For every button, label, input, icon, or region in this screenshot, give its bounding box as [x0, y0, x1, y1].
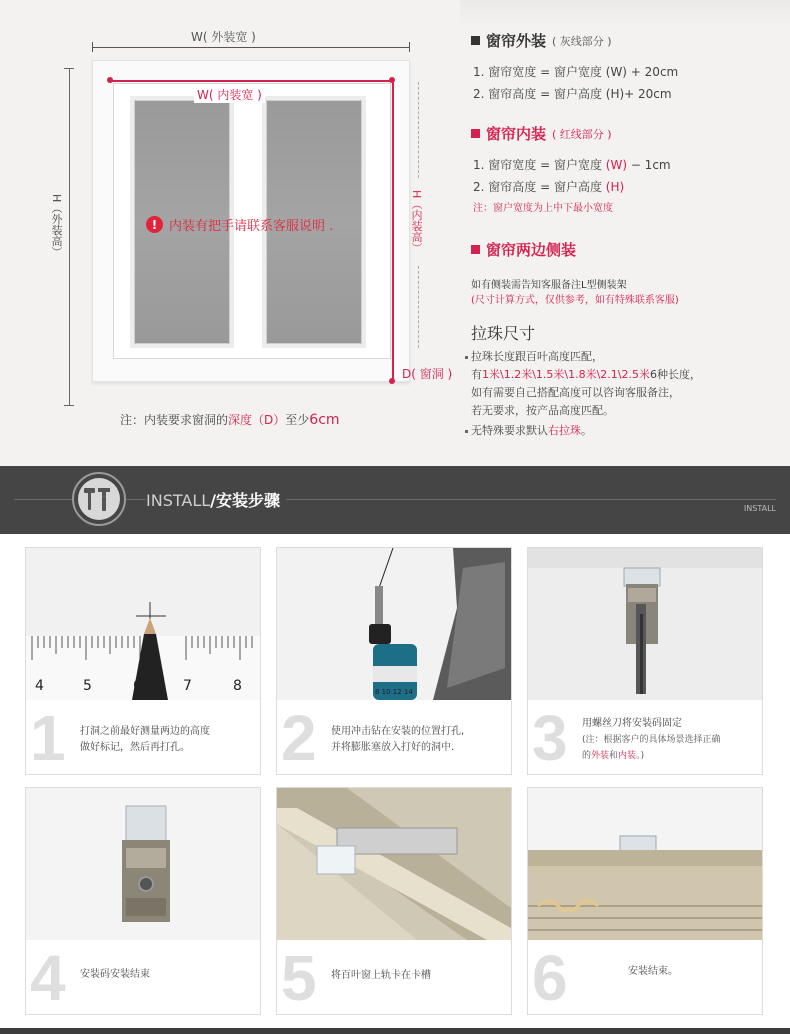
outer-width-line	[92, 47, 410, 48]
size-guide-section	[0, 0, 790, 466]
step-number: 4	[30, 942, 66, 1014]
side-install-title: 窗帘两边侧装	[471, 239, 576, 260]
install-steps-header	[0, 466, 790, 534]
step-number: 1	[30, 702, 66, 774]
square-icon	[471, 245, 480, 254]
step-card-6	[527, 787, 763, 1015]
square-icon	[471, 36, 480, 45]
step-card-4	[25, 787, 261, 1015]
handle-warning	[146, 215, 333, 234]
inner-width-label: W( 内装宽 )	[194, 86, 265, 103]
install-steps-title: INSTALL/安装步骤	[146, 488, 286, 511]
outer-height-label: H（外装高）	[50, 190, 62, 261]
step-photo-rail	[277, 788, 511, 940]
inner-width-line	[110, 80, 392, 82]
install-steps-tag: INSTALL	[743, 504, 776, 513]
step-number: 5	[281, 942, 317, 1014]
depth-label: D( 窗洞 )	[402, 367, 453, 381]
bottom-bar	[0, 1028, 790, 1034]
warning-icon: !	[146, 216, 163, 233]
inner-install-title: 窗帘内装 ( 红线部分 )	[471, 123, 612, 144]
inner-height-line	[392, 80, 394, 382]
ruler-tick-label: 6	[133, 678, 142, 694]
step-card-3	[527, 547, 763, 775]
tools-icon	[72, 472, 126, 526]
step-photo-screwdriver	[528, 548, 762, 700]
step-card-5	[276, 787, 512, 1015]
step-caption: 安装结束。	[628, 966, 678, 977]
side-install-note: 如有侧装需告知客服备注L型侧装架	[471, 280, 627, 291]
step-caption: 将百叶窗上轨卡在卡槽	[331, 970, 431, 981]
step-photo-bracket	[26, 788, 260, 940]
bullet-icon	[465, 356, 468, 359]
outer-width-formula: 1. 窗帘宽度 = 窗户宽度 (W) + 20cm	[473, 65, 679, 79]
bead-chain-title: 拉珠尺寸	[471, 324, 536, 343]
outer-height-line	[69, 68, 70, 406]
step-caption: 用螺丝刀将安装码固定 (注：根据客户的具体场景选择正确 的外装和内装。)	[582, 718, 721, 761]
side-install-disclaimer: (尺寸计算方式，仅供参考，如有特殊联系客服)	[471, 295, 679, 306]
inner-height-label: H（内装高）	[410, 190, 423, 254]
depth-note: 注：内装要求窗洞的深度（D）至少6cm	[120, 412, 340, 428]
step-photo-drill	[277, 548, 511, 700]
ruler-tick-label: 7	[183, 678, 192, 694]
step-photo-ruler	[26, 548, 260, 700]
inner-width-note: 注：窗户宽度为上中下最小宽度	[473, 203, 613, 214]
square-icon	[471, 129, 480, 138]
drill-scale: 8 10 12 14	[375, 688, 413, 696]
handle-warning-text: 内装有把手请联系客服说明 .	[169, 219, 334, 234]
step-photo-finished	[528, 788, 762, 940]
step-number: 2	[281, 702, 317, 774]
step-caption: 使用冲击钻在安装的位置打孔, 并将膨胀塞放入打好的洞中.	[331, 726, 465, 753]
step-caption: 安装码安装结束	[80, 969, 150, 980]
ruler-tick-label: 5	[83, 678, 92, 694]
bullet-icon	[465, 430, 468, 433]
outer-width-label: W( 外装宽 )	[191, 30, 256, 44]
step-card-1	[25, 547, 261, 775]
bead-chain-description: 拉珠长度跟百叶高度匹配， 有1米\1.2米\1.5米\1.8米\2.1\2.5米6种长度， 如有需要自己搭配高度可以咨询客服备注， 若无要求，按产品高度匹配。	[465, 348, 701, 420]
outer-install-title: 窗帘外装 ( 灰线部分 )	[471, 30, 612, 51]
inner-height-formula: 2. 窗帘高度 = 窗户高度 (H)	[473, 180, 625, 194]
inner-width-formula: 1. 窗帘宽度 = 窗户宽度 (W) − 1cm	[473, 158, 671, 172]
step-caption: 打洞之前最好测量两边的高度 做好标记，然后再打孔。	[80, 726, 210, 753]
ruler-tick-label: 8	[233, 678, 242, 694]
step-number: 6	[532, 942, 568, 1014]
step-number: 3	[532, 702, 568, 774]
outer-height-formula: 2. 窗帘高度 = 窗户高度 (H)+ 20cm	[473, 87, 672, 101]
step-card-2	[276, 547, 512, 775]
bead-chain-default: 无特殊要求默认右拉珠。	[465, 422, 592, 440]
ruler-tick-label: 4	[35, 678, 44, 694]
